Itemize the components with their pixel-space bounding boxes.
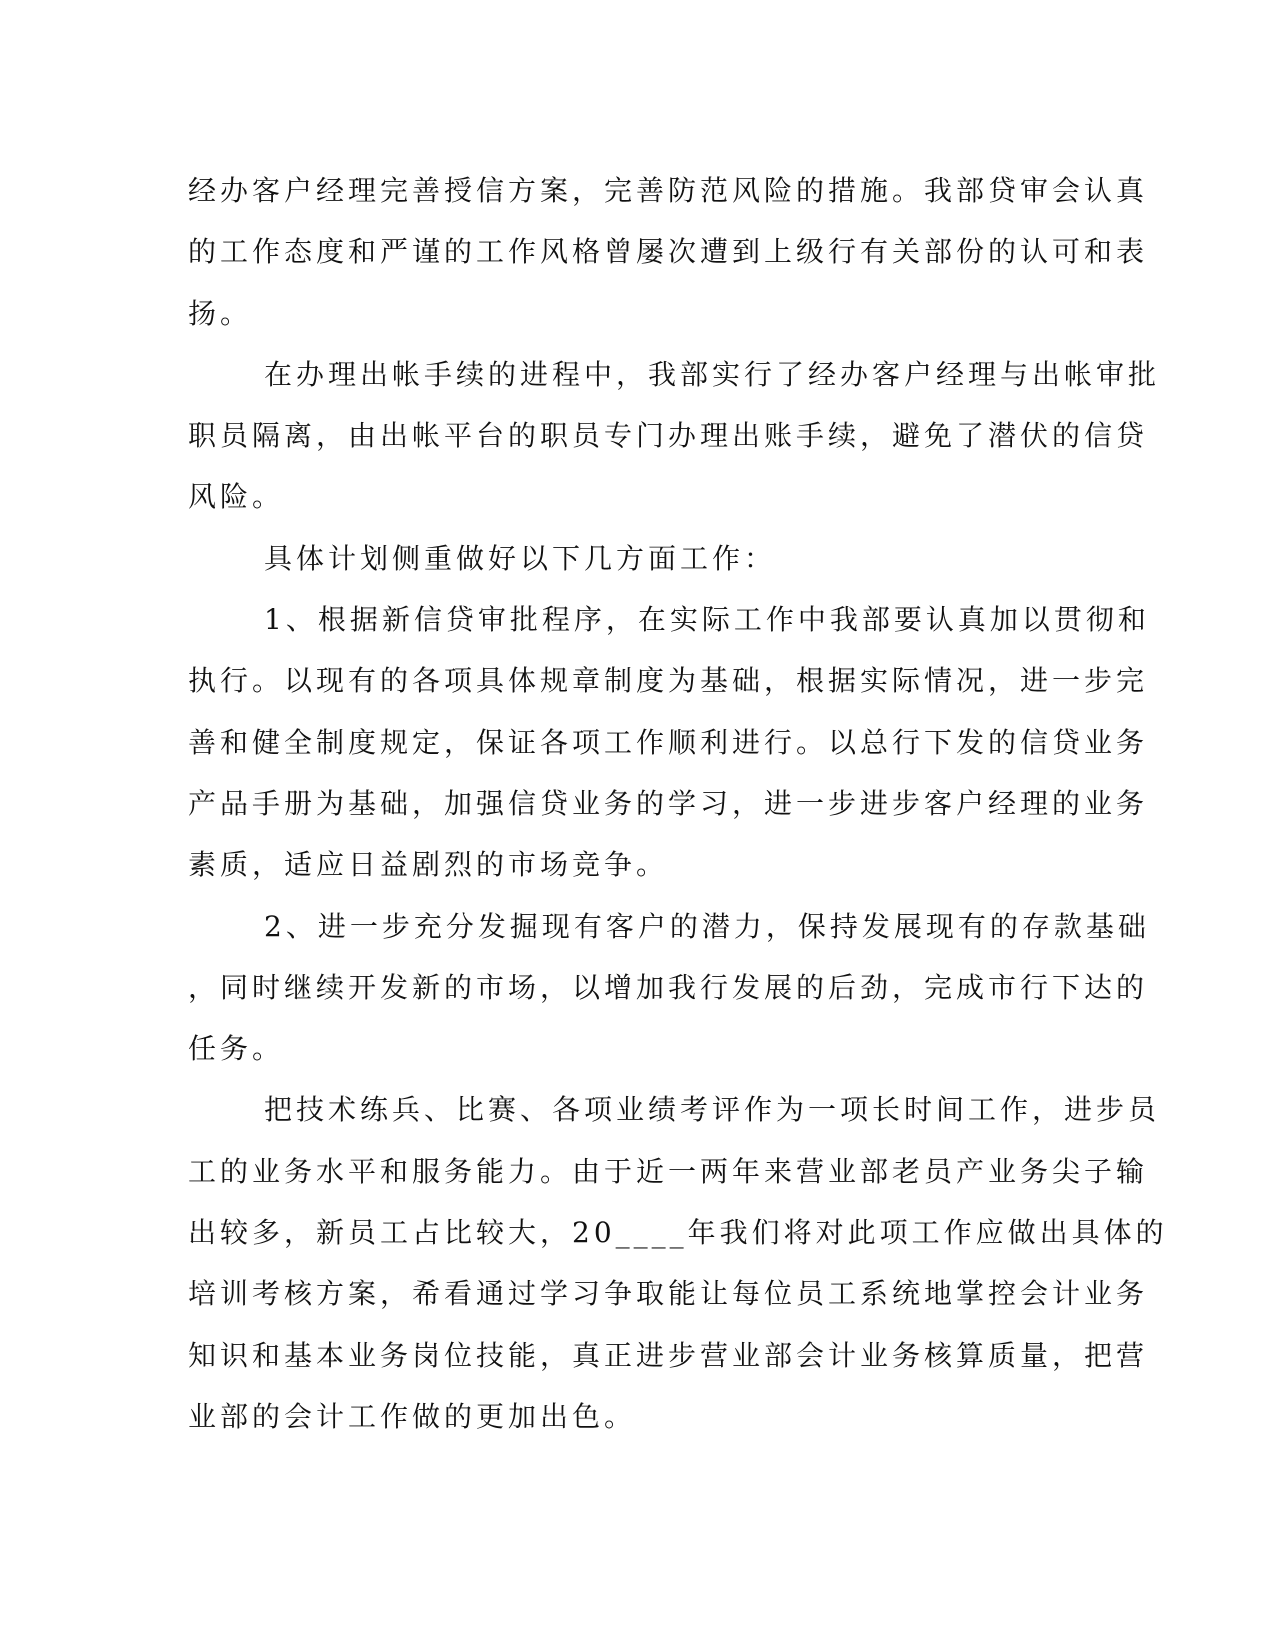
text-line-18: 出较多，新员工占比较大，20____年我们将对此项工作应做出具体的 bbox=[188, 1216, 1168, 1250]
text-line-21: 业部的会计工作做的更加出色。 bbox=[188, 1399, 637, 1433]
text-line-2: 的工作态度和严谨的工作风格曾屡次遭到上级行有关部份的认可和表 bbox=[188, 235, 1149, 269]
text-line-7: 具体计划侧重做好以下几方面工作： bbox=[264, 541, 777, 575]
text-line-17: 工的业务水平和服务能力。由于近一两年来营业部老员产业务尖子输 bbox=[188, 1154, 1149, 1188]
text-line-9: 执行。以现有的各项具体规章制度为基础，根据实际情况，进一步完 bbox=[188, 664, 1149, 698]
text-line-6: 风险。 bbox=[188, 480, 285, 514]
text-line-4: 在办理出帐手续的进程中，我部实行了经办客户经理与出帐审批 bbox=[264, 357, 1161, 391]
text-line-20: 知识和基本业务岗位技能，真正进步营业部会计业务核算质量，把营 bbox=[188, 1338, 1149, 1372]
text-line-3: 扬。 bbox=[188, 296, 253, 330]
text-line-12: 素质，适应日益剧烈的市场竞争。 bbox=[188, 848, 669, 882]
text-line-1: 经办客户经理完善授信方案，完善防范风险的措施。我部贷审会认真 bbox=[188, 174, 1149, 207]
text-line-8: 1、根据新信贷审批程序，在实际工作中我部要认真加以贯彻和 bbox=[264, 603, 1150, 637]
text-line-13: 2、进一步充分发掘现有客户的潜力，保持发展现有的存款基础 bbox=[264, 909, 1150, 943]
text-line-14: ，同时继续开发新的市场，以增加我行发展的后劲，完成市行下达的 bbox=[188, 970, 1149, 1004]
text-line-5: 职员隔离，由出帐平台的职员专门办理出账手续，避免了潜伏的信贷 bbox=[188, 419, 1149, 453]
text-line-16: 把技术练兵、比赛、各项业绩考评作为一项长时间工作，进步员 bbox=[264, 1093, 1161, 1127]
text-line-15: 任务。 bbox=[188, 1032, 285, 1066]
text-line-10: 善和健全制度规定，保证各项工作顺利进行。以总行下发的信贷业务 bbox=[188, 725, 1149, 759]
text-line-11: 产品手册为基础，加强信贷业务的学习，进一步进步客户经理的业务 bbox=[188, 786, 1149, 820]
text-line-19: 培训考核方案，希看通过学习争取能让每位员工系统地掌控会计业务 bbox=[188, 1277, 1149, 1311]
document-body bbox=[188, 160, 1168, 1447]
